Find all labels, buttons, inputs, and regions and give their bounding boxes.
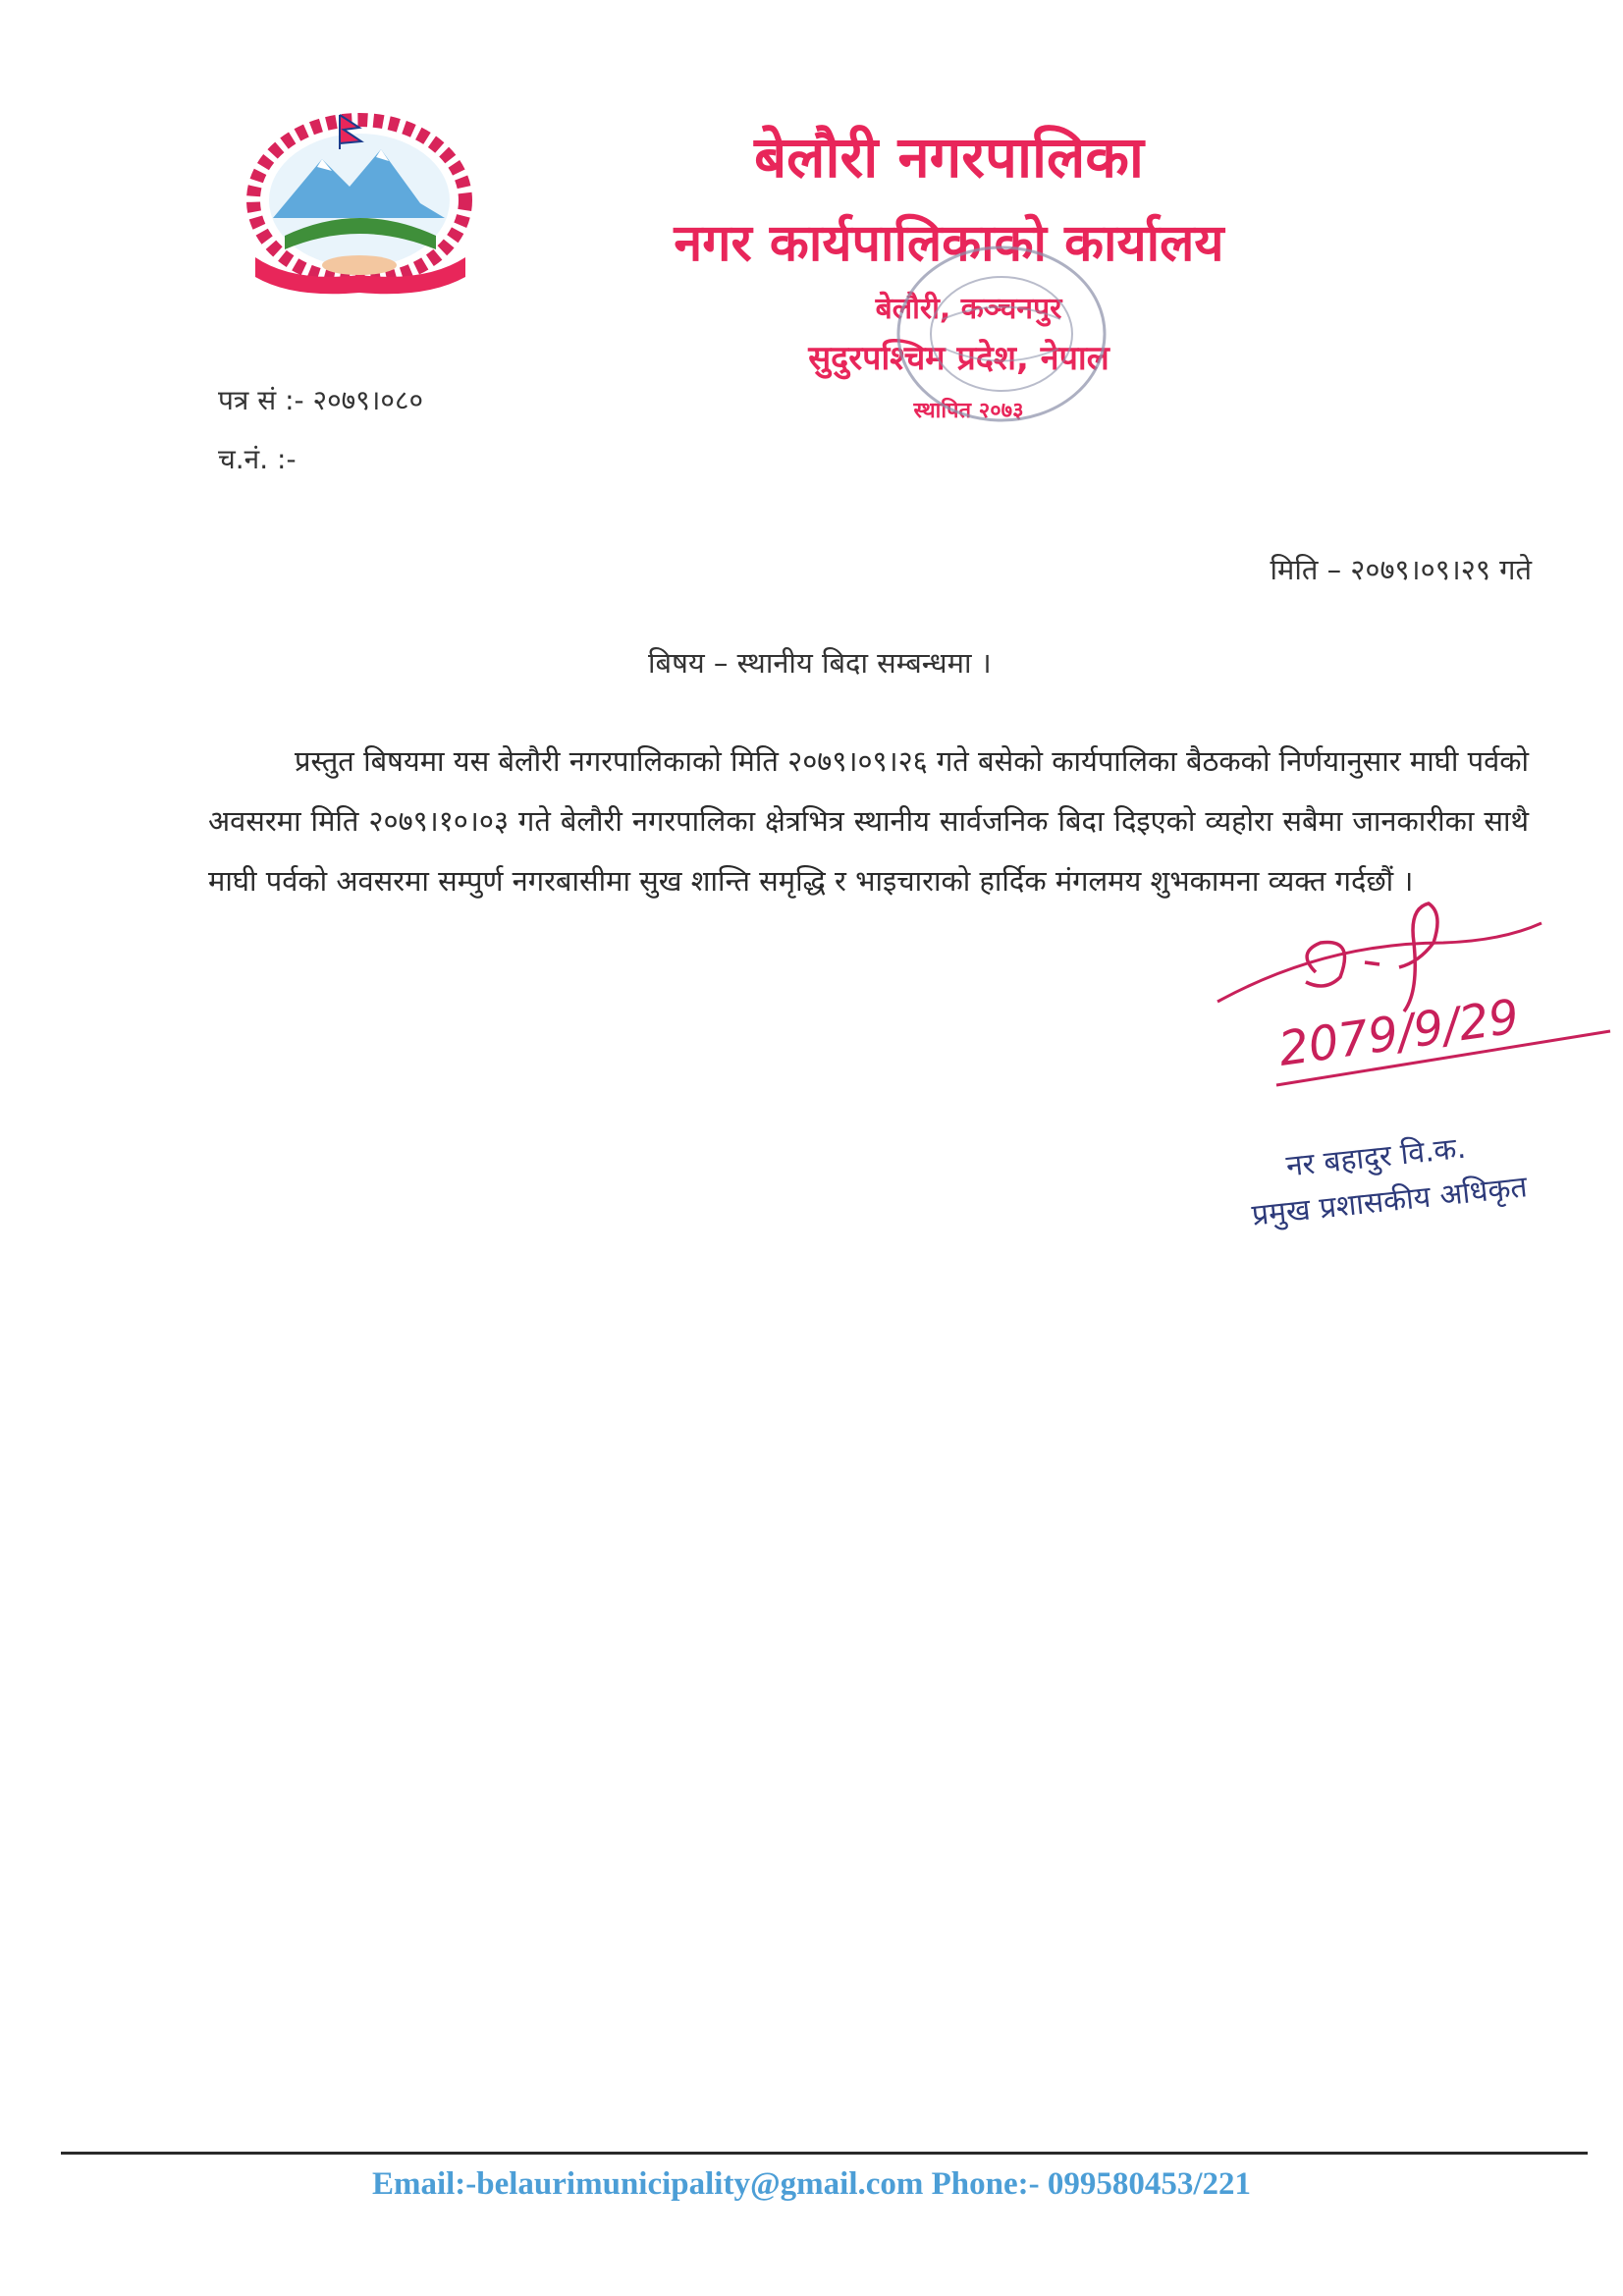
office-address: बेलौरी, कञ्चनपुर — [875, 292, 1062, 326]
letter-number: पत्र सं :- २०७९।०८० — [218, 384, 424, 416]
signer-name: नर बहादुर वि.क. — [1284, 1130, 1468, 1184]
municipality-name: बेलौरी नगरपालिका — [754, 124, 1144, 191]
dispatch-number: च.नं. :- — [218, 443, 297, 475]
handwritten-date: 2079/9/29 — [1274, 989, 1523, 1077]
office-name: नगर कार्यपालिकाको कार्यालय — [674, 214, 1224, 273]
office-seal-stamp — [884, 236, 1119, 432]
province-name: सुदुरपश्चिम प्रदेश, नेपाल — [808, 339, 1109, 378]
letter-body: प्रस्तुत बिषयमा यस बेलौरी नगरपालिकाको मिति २०७९।०९।२६ गते बसेको कार्यपालिका बैठकको निर्णयानुसार माघी पर्वको अवसरमा मिति २०७९।१०।०३ गते बेलौरी नगरपालिका क्षेत्रभित्र स्थानीय सार्वजनिक बिदा दिइएको व्यहोरा सबैमा जानकारीका साथै माघी पर्वको अवसरमा सम्पुर्ण नगरबासीमा सुख शान्ति समृद्धि र भाइचाराको हार्दिक मंगलमय शुभकामना व्यक्त गर्दछौं । — [208, 744, 1529, 898]
footer-contact: Email:-belaurimunicipality@gmail.com Phone:- 099580453/221 — [371, 2166, 1252, 2202]
signer-block — [1245, 1121, 1530, 1239]
footer-divider — [61, 2152, 1588, 2155]
established-year: स्थापित २०७३ — [913, 399, 1024, 423]
signer-title: प्रमुख प्रशासकीय अधिकृत — [1250, 1170, 1530, 1233]
handwritten-signature — [1208, 884, 1620, 1120]
letter-subject: बिषय – स्थानीय बिदा सम्बन्धमा । — [648, 646, 992, 680]
letter-date: मिति – २०७९।०९।२९ गते — [1270, 553, 1532, 586]
